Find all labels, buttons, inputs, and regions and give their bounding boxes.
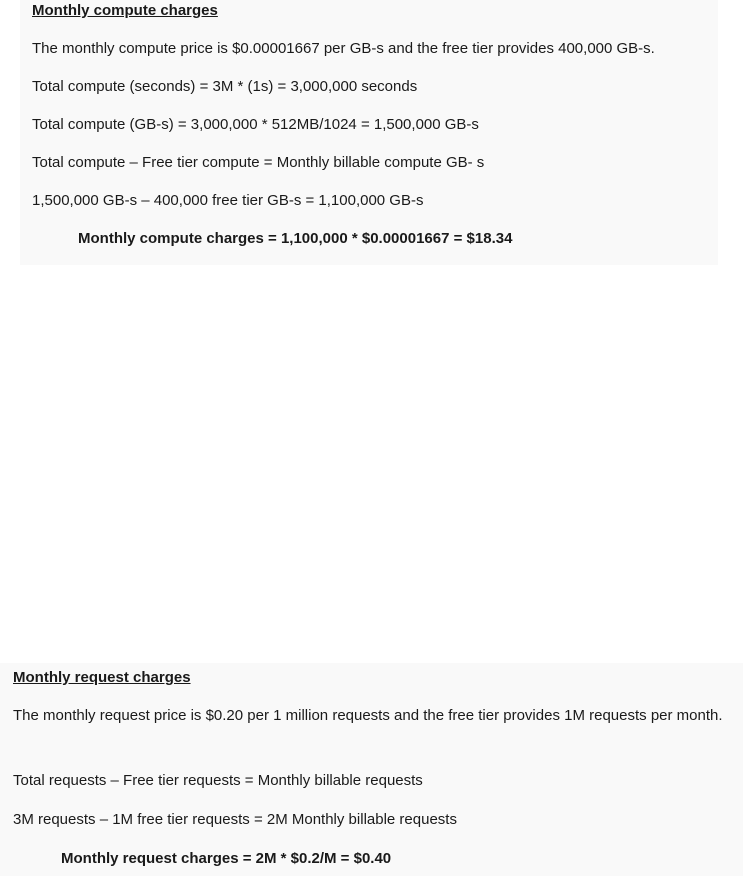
request-result: Monthly request charges = 2M * $0.2/M = $0.40 [61,850,392,867]
compute-price-text: The monthly compute price is $0.00001667 per GB-s and the free tier provides 400,000 GB-s. [32,40,655,57]
request-charges-section [0,663,743,876]
request-heading: Monthly request charges [13,669,191,686]
request-billable-line: 3M requests – 1M free tier requests = 2M Monthly billable requests [13,811,457,828]
compute-billable-line: 1,500,000 GB-s – 400,000 free tier GB-s = 1,100,000 GB-s [32,192,424,209]
compute-heading: Monthly compute charges [32,2,218,19]
compute-seconds-line: Total compute (seconds) = 3M * (1s) = 3,000,000 seconds [32,78,418,95]
compute-gbs-line: Total compute (GB-s) = 3,000,000 * 512MB/1024 = 1,500,000 GB-s [32,116,479,133]
compute-result: Monthly compute charges = 1,100,000 * $0.00001667 = $18.34 [78,230,513,247]
compute-formula-line: Total compute – Free tier compute = Monthly billable compute GB- s [32,154,485,171]
request-price-text: The monthly request price is $0.20 per 1 million requests and the free tier provides 1M requests per month. [13,707,723,724]
request-formula-line: Total requests – Free tier requests = Monthly billable requests [13,772,423,789]
